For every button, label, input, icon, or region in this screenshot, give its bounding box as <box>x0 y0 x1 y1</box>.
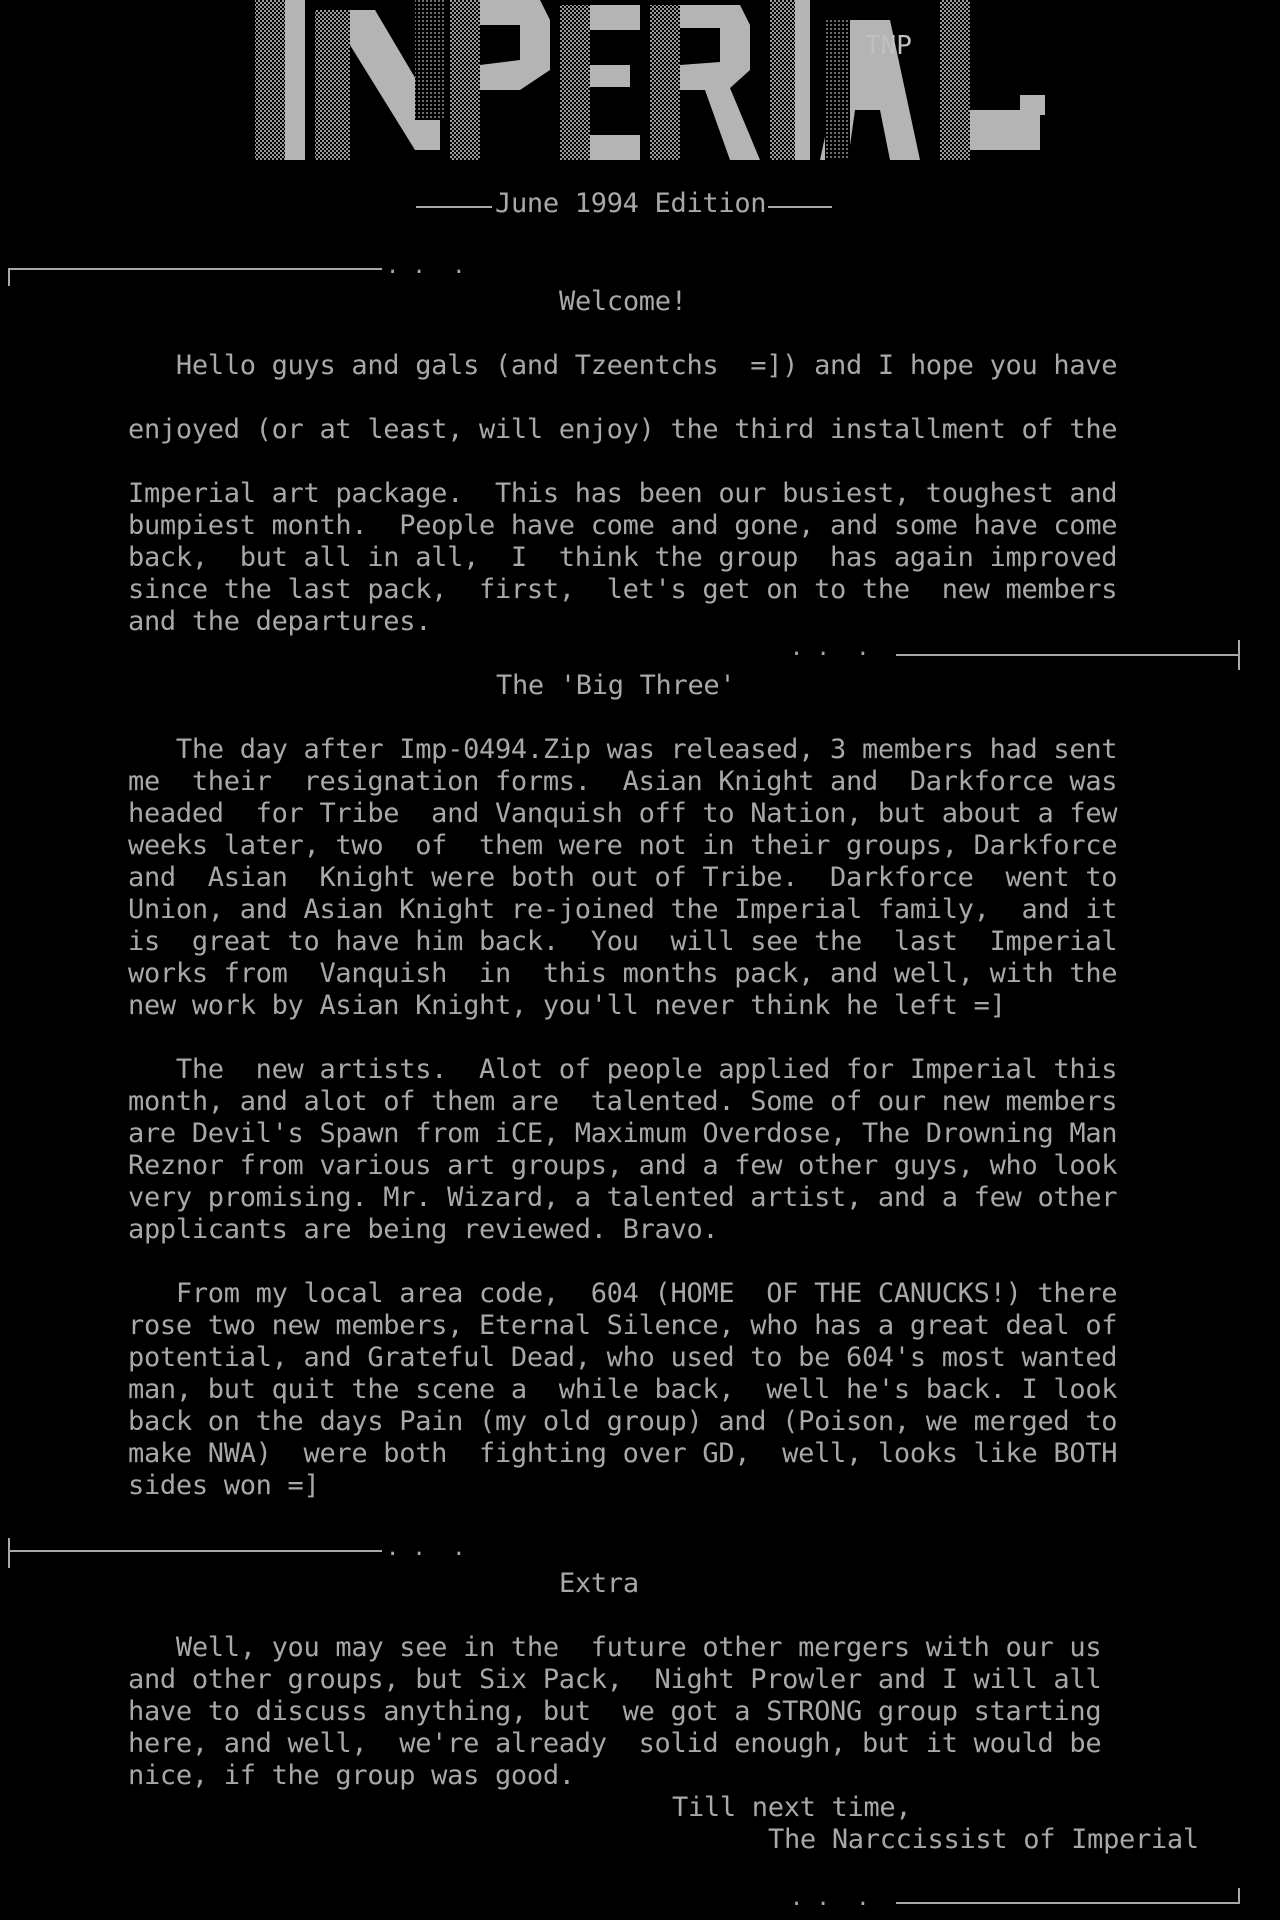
paragraph-line: bumpiest month. People have come and gone, and some have come <box>128 510 1118 541</box>
paragraph-line: Hello guys and gals (and Tzeentchs =]) and I hope you have <box>128 350 1118 381</box>
paragraph-line: man, but quit the scene a while back, well he's back. I look <box>128 1374 1118 1405</box>
paragraph-line: Union, and Asian Knight re-joined the Imperial family, and it <box>128 894 1118 925</box>
section-title-extra: Extra <box>559 1568 639 1599</box>
separator-rule <box>896 654 1240 656</box>
paragraph-line: nice, if the group was good. <box>128 1760 575 1791</box>
paragraph-line: enjoyed (or at least, will enjoy) the third installment of the <box>128 414 1118 445</box>
paragraph-line: The new artists. Alot of people applied for Imperial this <box>128 1054 1118 1085</box>
paragraph-line: since the last pack, first, let's get on to the new members <box>128 574 1118 605</box>
section-title-welcome: Welcome! <box>559 286 687 317</box>
paragraph-line: back, but all in all, I think the group has again improved <box>128 542 1118 573</box>
paragraph-line: weeks later, two of them were not in their groups, Darkforce <box>128 830 1118 861</box>
paragraph-line: here, and well, we're already solid enough, but it would be <box>128 1728 1102 1759</box>
paragraph-line: applicants are being reviewed. Bravo. <box>128 1214 719 1245</box>
paragraph-line: headed for Tribe and Vanquish off to Nation, but about a few <box>128 798 1118 829</box>
paragraph-line: very promising. Mr. Wizard, a talented artist, and a few other <box>128 1182 1118 1213</box>
paragraph-line: and other groups, but Six Pack, Night Prowler and I will all <box>128 1664 1102 1695</box>
logo-tag: TNP <box>865 31 912 61</box>
paragraph-line: back on the days Pain (my old group) and (Poison, we merged to <box>128 1406 1118 1437</box>
section-title-big-three: The 'Big Three' <box>496 670 736 701</box>
separator-rule <box>8 1550 382 1552</box>
separator-tick <box>8 1538 10 1568</box>
separator-dots: . . . <box>790 1886 870 1911</box>
paragraph-line: Imperial art package. This has been our busiest, toughest and <box>128 478 1118 509</box>
paragraph-line: and Asian Knight were both out of Tribe. Darkforce went to <box>128 862 1118 893</box>
paragraph-line: and the departures. <box>128 606 432 637</box>
paragraph-line: Reznor from various art groups, and a few other guys, who look <box>128 1150 1118 1181</box>
paragraph-line: works from Vanquish in this months pack, and well, with the <box>128 958 1118 989</box>
separator-dots: . . . <box>386 1536 466 1561</box>
paragraph-line: me their resignation forms. Asian Knight and Darkforce was <box>128 766 1118 797</box>
paragraph-line: have to discuss anything, but we got a STRONG group starting <box>128 1696 1102 1727</box>
separator-dots: . . . <box>386 254 466 279</box>
paragraph-line: new work by Asian Knight, you'll never think he left =] <box>128 990 1006 1021</box>
separator-rule <box>896 1902 1240 1904</box>
paragraph-line: rose two new members, Eternal Silence, who has a great deal of <box>128 1310 1118 1341</box>
paragraph-line: Well, you may see in the future other mergers with our us <box>128 1632 1102 1663</box>
edition-rule-left <box>416 206 492 208</box>
paragraph-line: are Devil's Spawn from iCE, Maximum Overdose, The Drowning Man <box>128 1118 1118 1149</box>
signoff-line-1: Till next time, <box>672 1792 912 1823</box>
separator-rule <box>8 268 382 270</box>
paragraph-line: The day after Imp-0494.Zip was released, 3 members had sent <box>128 734 1118 765</box>
imperial-logo <box>250 0 1050 165</box>
edition-title: June 1994 Edition <box>495 188 767 219</box>
signoff-line-2: The Narccissist of Imperial <box>768 1824 1199 1855</box>
paragraph-line: make NWA) were both fighting over GD, well, looks like BOTH <box>128 1438 1118 1469</box>
paragraph-line: From my local area code, 604 (HOME OF THE CANUCKS!) there <box>128 1278 1118 1309</box>
separator-tick <box>8 268 10 286</box>
separator-dots: . . . <box>790 636 870 661</box>
edition-rule-right <box>768 206 832 208</box>
paragraph-line: sides won =] <box>128 1470 320 1501</box>
paragraph-line: potential, and Grateful Dead, who used to be 604's most wanted <box>128 1342 1118 1373</box>
separator-tick <box>1238 640 1240 670</box>
paragraph-line: is great to have him back. You will see the last Imperial <box>128 926 1118 957</box>
separator-tick <box>1238 1888 1240 1904</box>
paragraph-line: month, and alot of them are talented. Some of our new members <box>128 1086 1118 1117</box>
